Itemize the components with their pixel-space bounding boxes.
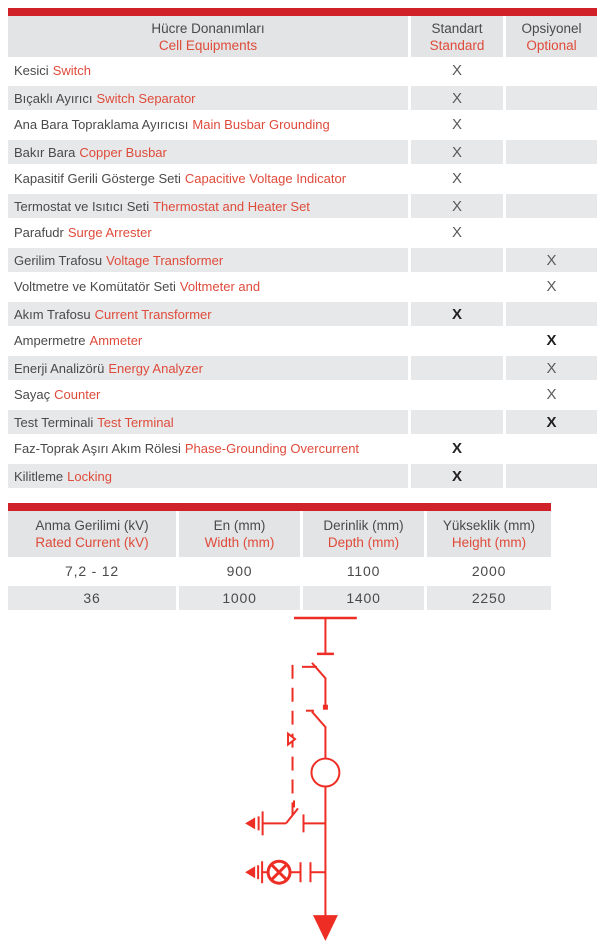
optional-x-mark: X bbox=[546, 332, 557, 349]
equipment-name-cell bbox=[8, 354, 408, 381]
standard-mark-cell bbox=[411, 462, 503, 489]
equipment-name-tr: Termostat ve Isıtıcı Seti bbox=[14, 198, 150, 214]
equipment-row bbox=[8, 192, 597, 219]
standard-mark-cell bbox=[411, 435, 503, 462]
standard-x-mark: X bbox=[451, 89, 462, 107]
optional-x-mark: X bbox=[546, 386, 557, 403]
standard-x-mark: X bbox=[451, 224, 462, 241]
dimension-value: 900 bbox=[226, 562, 253, 579]
equipment-table-header bbox=[8, 16, 597, 57]
equipment-name-cell bbox=[8, 381, 408, 408]
equipment-rows bbox=[8, 57, 597, 489]
equipment-name-tr: Kapasitif Gerili Gösterge Seti bbox=[14, 171, 181, 186]
optional-mark-cell bbox=[506, 273, 597, 300]
standard-mark-cell bbox=[411, 381, 503, 408]
equipment-name-cell bbox=[8, 84, 408, 111]
standard-mark-cell bbox=[411, 273, 503, 300]
optional-x-mark: X bbox=[546, 278, 557, 295]
equipment-name-en: Test Terminal bbox=[97, 414, 174, 430]
equipment-name-cell bbox=[8, 327, 408, 354]
equipment-name-cell bbox=[8, 435, 408, 462]
equipment-name-en: Counter bbox=[54, 387, 101, 402]
equipment-row bbox=[8, 138, 597, 165]
current-transformer bbox=[311, 759, 339, 917]
standard-mark-cell bbox=[411, 246, 503, 273]
equipment-name-en: Main Busbar Grounding bbox=[192, 117, 330, 132]
single-line-diagram bbox=[0, 611, 600, 950]
equipment-name-cell bbox=[8, 138, 408, 165]
dimension-value: 7,2 - 12 bbox=[65, 562, 119, 579]
optional-mark-cell bbox=[506, 192, 597, 219]
equipment-table bbox=[8, 8, 597, 489]
equipment-name-tr: Enerji Analizörü bbox=[14, 360, 105, 376]
optional-x-mark: X bbox=[546, 413, 557, 431]
equipment-name-en: Copper Busbar bbox=[79, 144, 167, 160]
equipment-row bbox=[8, 84, 597, 111]
equipment-row bbox=[8, 381, 597, 408]
standard-mark-cell bbox=[411, 165, 503, 192]
equipment-name-en: Phase-Grounding Overcurrent bbox=[184, 441, 360, 456]
equipment-name-en: Switch Separator bbox=[96, 90, 196, 106]
standard-mark-cell bbox=[411, 84, 503, 111]
standard-x-mark: X bbox=[451, 116, 462, 133]
optional-column-header bbox=[506, 16, 597, 57]
standard-x-mark: X bbox=[451, 143, 462, 161]
load-break-switch bbox=[306, 711, 326, 759]
equipment-name-en: Current Transformer bbox=[94, 306, 212, 322]
equipment-name-cell bbox=[8, 300, 408, 327]
equipment-name-tr: Kesici bbox=[14, 63, 49, 78]
mechanical-interlock-link bbox=[288, 665, 295, 816]
equipment-row bbox=[8, 408, 597, 435]
disconnector bbox=[302, 663, 328, 710]
equipment-name-cell bbox=[8, 111, 408, 138]
equipment-name-cell bbox=[8, 165, 408, 192]
standard-header-en: Standard bbox=[429, 37, 485, 53]
dimension-value: 1400 bbox=[303, 584, 424, 611]
standard-x-mark: X bbox=[451, 197, 462, 215]
standard-header-tr: Standart bbox=[431, 20, 483, 36]
optional-x-mark: X bbox=[546, 251, 557, 269]
equipment-name-tr: Test Terminali bbox=[14, 414, 94, 430]
equipment-name-en: Voltage Transformer bbox=[106, 252, 224, 268]
optional-mark-cell bbox=[506, 57, 597, 84]
equipment-name-cell bbox=[8, 408, 408, 435]
standard-mark-cell bbox=[411, 408, 503, 435]
equipment-name-tr: Bakır Bara bbox=[14, 144, 76, 160]
equipment-row bbox=[8, 246, 597, 273]
equipment-name-en: Thermostat and Heater Set bbox=[153, 198, 310, 214]
dimension-header-tr: En (mm) bbox=[213, 518, 266, 533]
equipment-name-cell bbox=[8, 273, 408, 300]
optional-mark-cell bbox=[506, 219, 597, 246]
equipment-name-tr: Kilitleme bbox=[14, 468, 64, 484]
equipment-name-cell bbox=[8, 57, 408, 84]
single-line-diagram-svg bbox=[0, 611, 600, 950]
equipment-row bbox=[8, 165, 597, 192]
equipment-row bbox=[8, 462, 597, 489]
standard-x-mark: X bbox=[451, 62, 462, 79]
dimension-header-en: Depth (mm) bbox=[327, 535, 400, 550]
dimension-header-cell bbox=[8, 511, 176, 557]
dimension-header-tr: Derinlik (mm) bbox=[323, 518, 404, 533]
equipment-name-tr: Bıçaklı Ayırıcı bbox=[14, 90, 93, 106]
equipment-name-en: Ammeter bbox=[89, 333, 143, 348]
dimensions-row bbox=[8, 557, 551, 584]
standard-x-mark: X bbox=[451, 467, 462, 485]
dimension-value: 2250 bbox=[427, 584, 551, 611]
standard-mark-cell bbox=[411, 111, 503, 138]
equipment-name-tr: Akım Trafosu bbox=[14, 306, 91, 322]
optional-mark-cell bbox=[506, 435, 597, 462]
standard-mark-cell bbox=[411, 57, 503, 84]
optional-mark-cell bbox=[506, 84, 597, 111]
optional-mark-cell bbox=[506, 354, 597, 381]
dimension-value: 36 bbox=[8, 584, 176, 611]
dimensions-table-top-bar bbox=[8, 503, 551, 511]
equipment-name-tr: Parafudr bbox=[14, 225, 64, 240]
optional-mark-cell bbox=[506, 381, 597, 408]
dimension-value: 1000 bbox=[179, 584, 300, 611]
equipment-row bbox=[8, 273, 597, 300]
equipment-name-tr: Ana Bara Topraklama Ayırıcısı bbox=[14, 117, 189, 132]
standard-x-mark: X bbox=[451, 170, 462, 187]
standard-mark-cell bbox=[411, 300, 503, 327]
dimension-value: 1100 bbox=[346, 562, 381, 579]
equipment-name-en: Capacitive Voltage Indicator bbox=[184, 171, 347, 186]
equipment-name-en: Energy Analyzer bbox=[108, 360, 203, 376]
busbar bbox=[294, 618, 357, 654]
standard-mark-cell bbox=[411, 327, 503, 354]
equipment-row bbox=[8, 219, 597, 246]
dimension-header-cell bbox=[303, 511, 424, 557]
optional-mark-cell bbox=[506, 246, 597, 273]
dimensions-table-header bbox=[8, 511, 551, 557]
dimension-value: 2000 bbox=[471, 562, 507, 579]
standard-mark-cell bbox=[411, 354, 503, 381]
dimension-header-cell bbox=[427, 511, 551, 557]
equipment-row bbox=[8, 435, 597, 462]
equipment-name-en: Locking bbox=[67, 468, 112, 484]
equipment-name-en: Surge Arrester bbox=[67, 225, 152, 240]
earthing-switch bbox=[245, 800, 325, 835]
optional-mark-cell bbox=[506, 165, 597, 192]
equipment-name-cell bbox=[8, 219, 408, 246]
optional-mark-cell bbox=[506, 111, 597, 138]
standard-mark-cell bbox=[411, 138, 503, 165]
standard-x-mark: X bbox=[451, 440, 462, 457]
equipment-row bbox=[8, 57, 597, 84]
optional-mark-cell bbox=[506, 138, 597, 165]
dimension-header-tr: Yükseklik (mm) bbox=[442, 518, 536, 533]
dimensions-rows bbox=[8, 557, 551, 611]
equipment-title-en: Cell Equipments bbox=[158, 37, 258, 53]
standard-mark-cell bbox=[411, 219, 503, 246]
optional-x-mark: X bbox=[546, 359, 557, 377]
standard-mark-cell bbox=[411, 192, 503, 219]
equipment-name-tr: Sayaç bbox=[14, 387, 51, 402]
optional-mark-cell bbox=[506, 327, 597, 354]
indicator-lamp bbox=[245, 861, 290, 883]
equipment-name-en: Voltmeter and bbox=[179, 279, 261, 294]
equipment-name-cell bbox=[8, 246, 408, 273]
optional-header-tr: Opsiyonel bbox=[521, 20, 582, 36]
dimensions-table bbox=[8, 503, 551, 611]
dimension-header-en: Height (mm) bbox=[451, 535, 527, 550]
equipment-name-cell bbox=[8, 462, 408, 489]
equipment-title-cell bbox=[8, 16, 408, 57]
dimension-header-en: Rated Current (kV) bbox=[35, 535, 149, 550]
dimensions-row bbox=[8, 584, 551, 611]
equipment-title-tr: Hücre Donanımları bbox=[151, 20, 265, 36]
equipment-name-tr: Gerilim Trafosu bbox=[14, 252, 103, 268]
equipment-row bbox=[8, 327, 597, 354]
cable-feeder-arrow bbox=[313, 915, 338, 941]
equipment-table-top-bar bbox=[8, 8, 597, 16]
equipment-row bbox=[8, 111, 597, 138]
equipment-name-cell bbox=[8, 192, 408, 219]
equipment-row bbox=[8, 354, 597, 381]
optional-mark-cell bbox=[506, 408, 597, 435]
capacitor bbox=[290, 862, 325, 882]
equipment-name-en: Switch bbox=[52, 63, 91, 78]
standard-column-header bbox=[411, 16, 503, 57]
dimension-header-tr: Anma Gerilimi (kV) bbox=[35, 518, 149, 533]
equipment-name-tr: Faz-Toprak Aşırı Akım Rölesi bbox=[14, 441, 181, 456]
optional-mark-cell bbox=[506, 300, 597, 327]
equipment-name-tr: Voltmetre ve Komütatör Seti bbox=[14, 279, 176, 294]
optional-header-en: Optional bbox=[526, 37, 577, 53]
equipment-row bbox=[8, 300, 597, 327]
equipment-name-tr: Ampermetre bbox=[14, 333, 86, 348]
standard-x-mark: X bbox=[451, 305, 462, 323]
dimension-header-cell bbox=[179, 511, 300, 557]
dimension-header-en: Width (mm) bbox=[204, 535, 275, 550]
optional-mark-cell bbox=[506, 462, 597, 489]
